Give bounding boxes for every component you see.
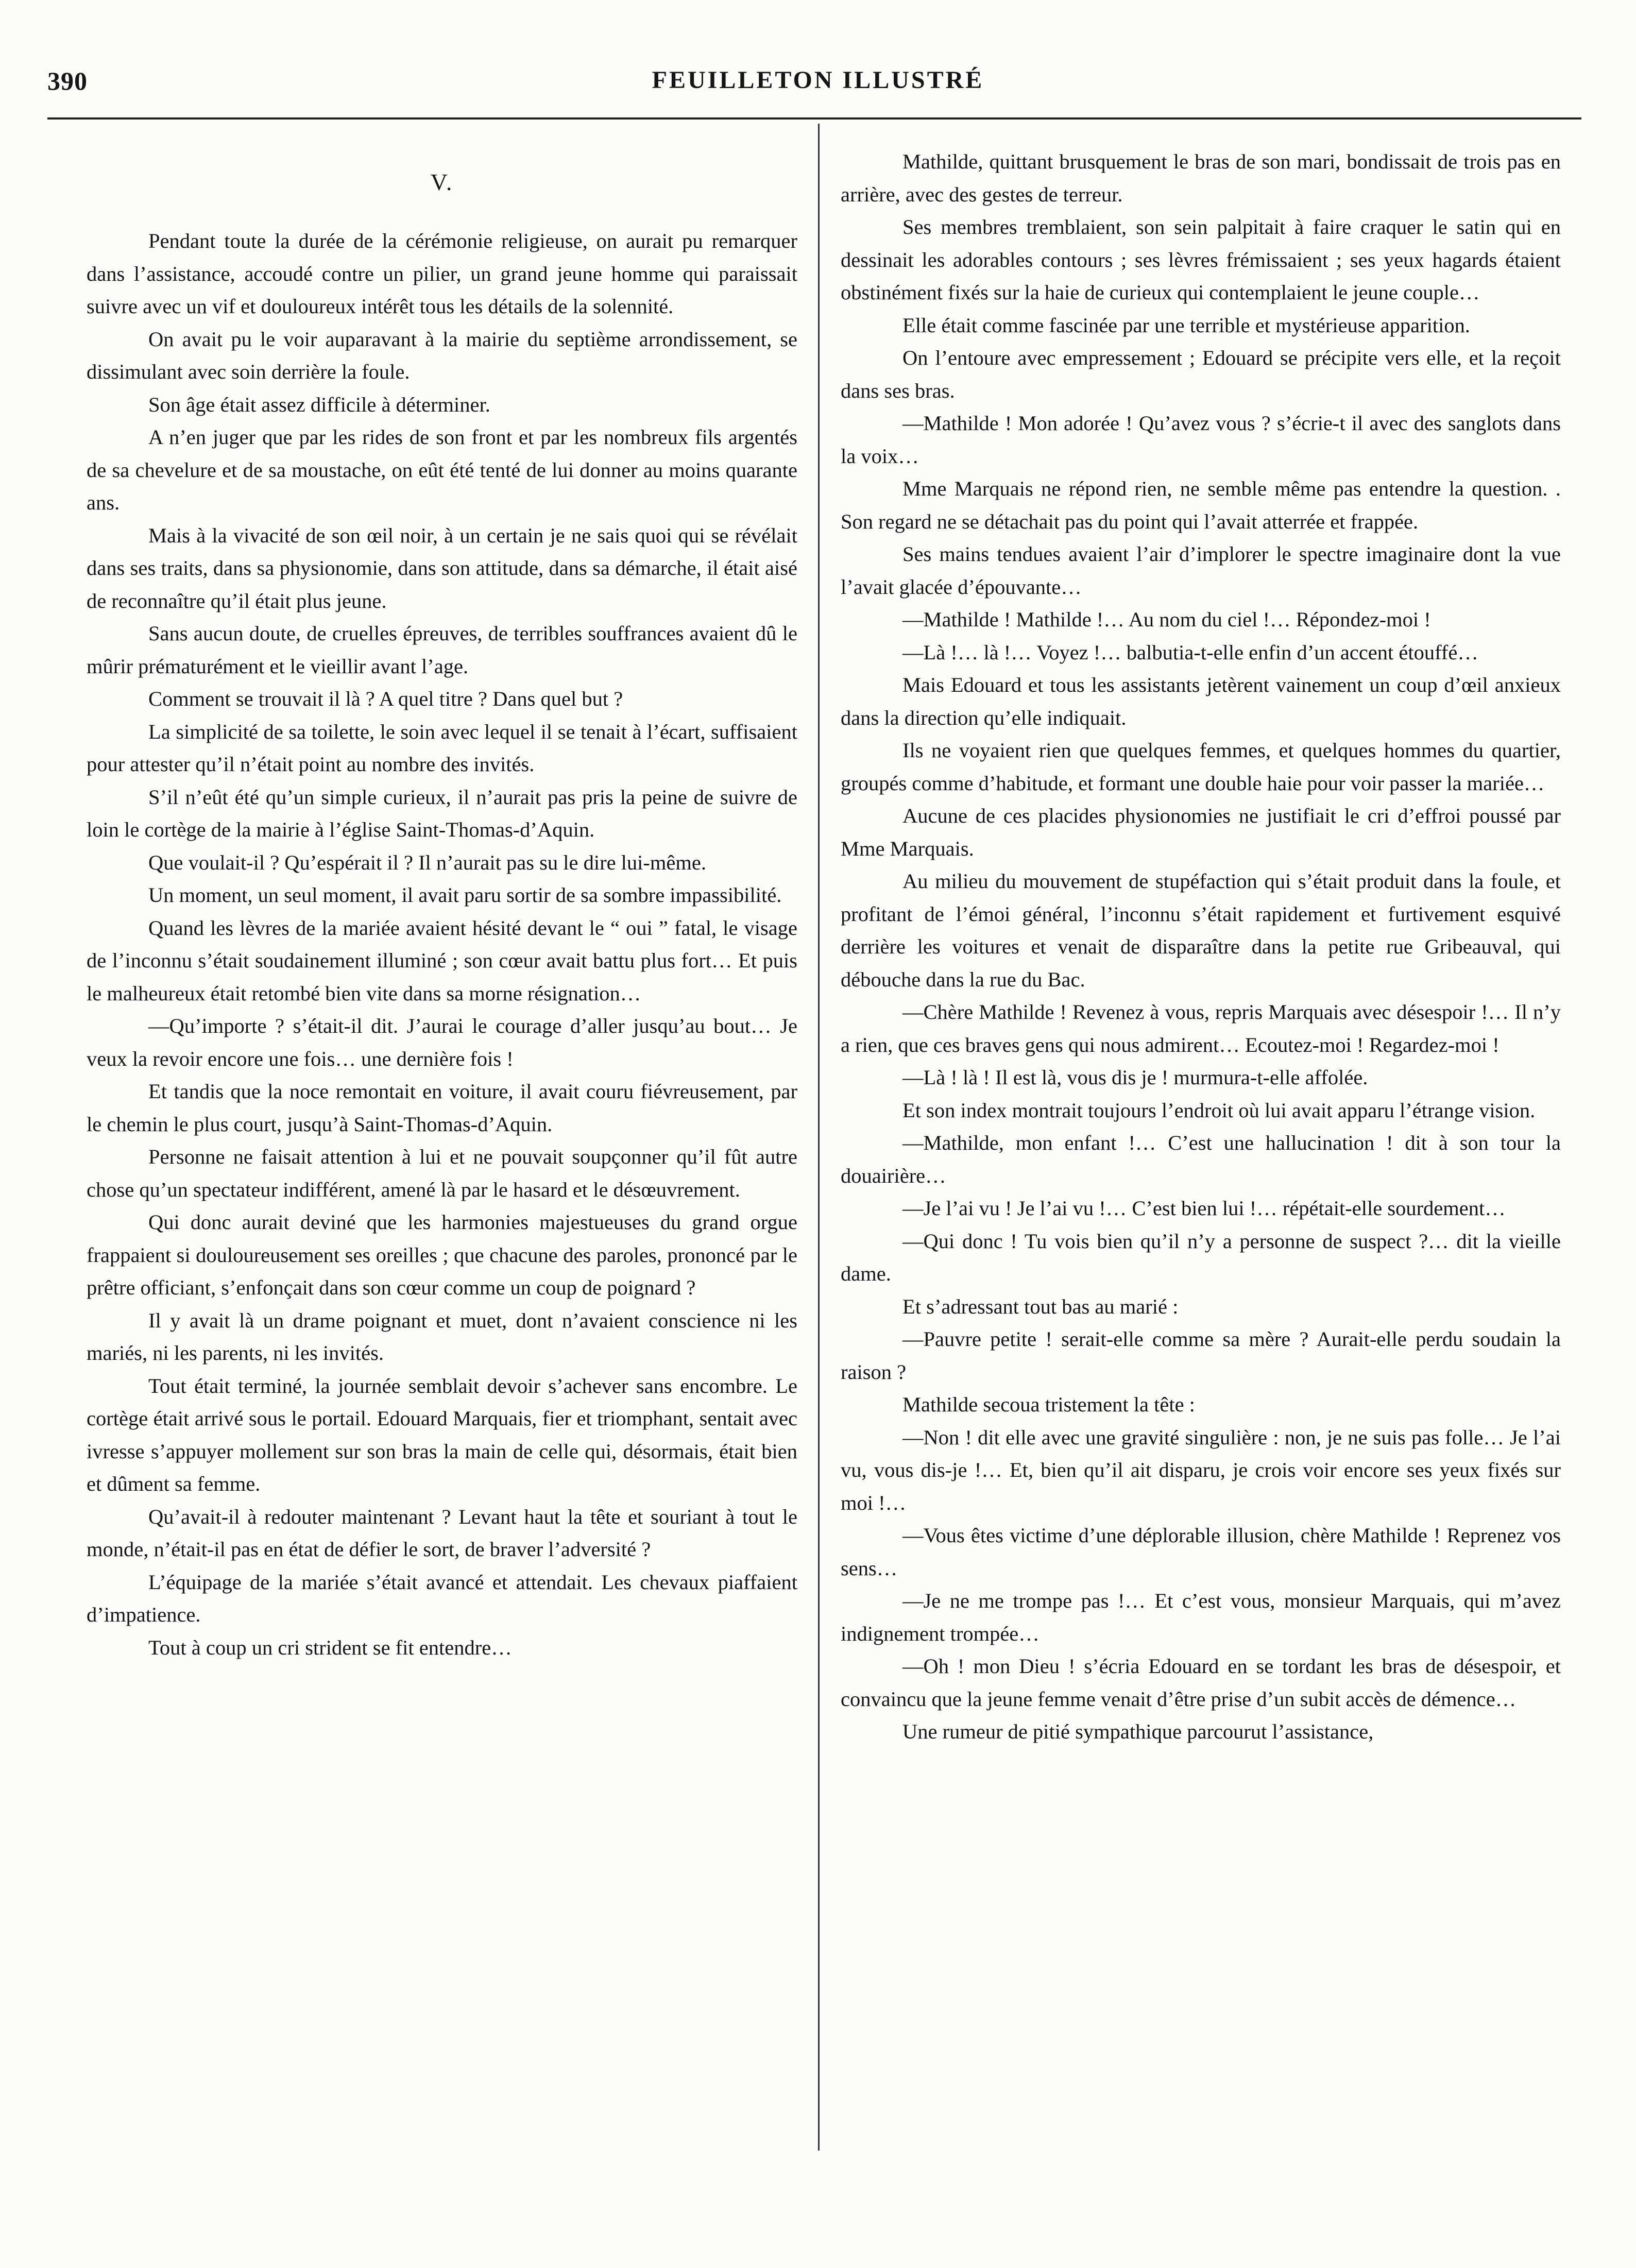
paragraph: Une rumeur de pitié sympathique parcourut l’assistance,: [902, 1720, 1374, 1743]
header-rule: [47, 117, 1581, 120]
page-number: 390: [47, 66, 88, 95]
paragraph: —Je ne me trompe pas !… Et c’est vous, monsieur Marquais, qui m’avez indignement trompée…: [841, 1589, 1561, 1645]
paragraph: Et s’adressant tout bas au marié :: [902, 1294, 1179, 1318]
paragraph: La simplicité de sa toilette, le soin avec lequel il se tenait à l’écart, suffisaient pour attester qu’il n’était point au nombre des invités.: [87, 720, 797, 776]
paragraph: Au milieu du mouvement de stupéfaction qui s’était produit dans la foule, et profitant de l’émoi général, l’inconnu s’était rapidement et furtivement esquivé derrière les voitures et venait de disparaître dans la petite rue Gribeauval, qui débouche dans la rue du Bac.: [841, 869, 1561, 991]
paragraph: Il y avait là un drame poignant et muet, dont n’avaient conscience ni les mariés, ni les parents, ni les invités.: [87, 1308, 797, 1365]
paragraph: —Mathilde, mon enfant !… C’est une hallucination ! dit à son tour la douairière…: [841, 1131, 1561, 1187]
paragraph: Pendant toute la durée de la cérémonie religieuse, on aurait pu remarquer dans l’assistance, accoudé contre un pilier, un grand jeune homme qui paraissait suivre avec un vif et douloureux intérêt tous les détails de la solennité.: [87, 229, 797, 318]
paragraph: Tout était terminé, la journée semblait devoir s’achever sans encombre. Le cortège était arrivé sous le portail. Edouard Marquais, fier et triomphant, sentait avec ivresse s’appuyer mollement sur son bras la main de celle qui, désormais, était bien et dûment sa femme.: [87, 1374, 797, 1495]
paragraph: Ses membres tremblaient, son sein palpitait à faire craquer le satin qui en dessinait les adorables contours ; ses lèvres frémissaient ; ses yeux hagards étaient obstinément fixés sur la haie de curieux qui contemplaient le jeune couple…: [841, 215, 1561, 304]
paragraph: Mme Marquais ne répond rien, ne semble même pas entendre la question. . Son regard ne se détachait pas du point qui l’avait atterrée et frappée.: [841, 477, 1561, 533]
paragraph: Mais Edouard et tous les assistants jetèrent vainement un coup d’œil anxieux dans la direction qu’elle indiquait.: [841, 673, 1561, 729]
paragraph: —Mathilde ! Mathilde !… Au nom du ciel !… Répondez-moi !: [902, 608, 1431, 631]
paragraph: On avait pu le voir auparavant à la mairie du septième arrondissement, se dissimulant avec soin derrière la foule.: [87, 327, 797, 383]
paragraph: —Mathilde ! Mon adorée ! Qu’avez vous ? s’écrie-t il avec des sanglots dans la voix…: [841, 412, 1561, 468]
paragraph: Et son index montrait toujours l’endroit où lui avait apparu l’étrange vision.: [902, 1098, 1536, 1122]
paragraph: Un moment, un seul moment, il avait paru sortir de sa sombre impassibilité.: [148, 883, 782, 907]
paragraph: Sans aucun doute, de cruelles épreuves, de terribles souffrances avaient dû le mûrir prématurément et le vieillir avant l’age.: [87, 622, 797, 678]
paragraph: Son âge était assez difficile à déterminer.: [148, 393, 490, 416]
paragraph: Qu’avait-il à redouter maintenant ? Levant haut la tête et souriant à tout le monde, n’était-il pas en état de défier le sort, de braver l’adversité ?: [87, 1505, 797, 1561]
paragraph: —Là ! là ! Il est là, vous dis je ! murmura-t-elle affolée.: [902, 1066, 1368, 1089]
paragraph: On l’entoure avec empressement ; Edouard se précipite vers elle, et la reçoit dans ses bras.: [841, 346, 1561, 402]
paragraph: —Là !… là !… Voyez !… balbutia-t-elle enfin d’un accent étouffé…: [902, 640, 1478, 664]
paragraph: —Non ! dit elle avec une gravité singulière : non, je ne suis pas folle… Je l’ai vu, vous dis-je !… Et, bien qu’il ait disparu, je crois voir encore ses yeux fixés sur moi !…: [841, 1425, 1561, 1514]
paragraph: —Qui donc ! Tu vois bien qu’il n’y a personne de suspect ?… dit la vieille dame.: [841, 1229, 1561, 1285]
chapter-heading: V.: [430, 169, 454, 195]
paragraph: S’il n’eût été qu’un simple curieux, il n’aurait pas pris la peine de suivre de loin le cortège de la mairie à l’église Saint-Thomas-d’Aquin.: [87, 785, 797, 841]
paragraph: —Vous êtes victime d’une déplorable illusion, chère Mathilde ! Reprenez vos sens…: [841, 1524, 1561, 1580]
paragraph: Ils ne voyaient rien que quelques femmes, et quelques hommes du quartier, groupés comme d’habitude, et formant une double haie pour voir passer la mariée…: [841, 739, 1561, 795]
paragraph: Et tandis que la noce remontait en voiture, il avait couru fiévreusement, par le chemin le plus court, jusqu’à Saint-Thomas-d’Aquin.: [87, 1080, 797, 1136]
running-head-title: FEUILLETON ILLUSTRÉ: [652, 66, 984, 94]
paragraph: Mathilde secoua tristement la tête :: [902, 1393, 1195, 1416]
paragraph: —Je l’ai vu ! Je l’ai vu !… C’est bien lui !… répétait-elle sourdement…: [902, 1197, 1506, 1220]
paragraph: Quand les lèvres de la mariée avaient hésité devant le “ oui ” fatal, le visage de l’inconnu s’était soudainement illuminé ; son cœur avait battu plus fort… Et puis le malheureux était retombé bien vite dans sa morne résignation…: [87, 916, 797, 1005]
paragraph: Mais à la vivacité de son œil noir, à un certain je ne sais quoi qui se révélait dans ses traits, dans sa physionomie, dans son attitude, dans sa démarche, il était aisé de reconnaître qu’il était plus jeune.: [87, 523, 797, 612]
column-divider: [818, 124, 820, 2151]
paragraph: Ses mains tendues avaient l’air d’implorer le spectre imaginaire dont la vue l’avait glacée d’épouvante…: [841, 542, 1561, 599]
paragraph: A n’en juger que par les rides de son front et par les nombreux fils argentés de sa chevelure et de sa moustache, on eût été tenté de lui donner au moins quarante ans.: [87, 425, 797, 514]
paragraph: —Chère Mathilde ! Revenez à vous, repris Marquais avec désespoir !… Il n’y a rien, que ces braves gens qui nous admirent… Ecoutez-moi ! Regardez-moi !: [841, 1000, 1561, 1056]
paragraph: Mathilde, quittant brusquement le bras de son mari, bondissait de trois pas en arrière, avec des gestes de terreur.: [841, 150, 1561, 206]
right-column: [841, 145, 1561, 1748]
paragraph: L’équipage de la mariée s’était avancé et attendait. Les chevaux piaffaient d’impatience.: [87, 1570, 797, 1626]
paragraph: Elle était comme fascinée par une terrible et mystérieuse apparition.: [902, 313, 1471, 337]
paragraph: Personne ne faisait attention à lui et ne pouvait soupçonner qu’il fût autre chose qu’un spectateur indifférent, amené là par le hasard et le désœuvrement.: [87, 1145, 797, 1201]
paragraph: Comment se trouvait il là ? A quel titre ? Dans quel but ?: [148, 687, 623, 710]
paragraph: —Pauvre petite ! serait-elle comme sa mère ? Aurait-elle perdu soudain la raison ?: [841, 1327, 1561, 1384]
paragraph: Aucune de ces placides physionomies ne justifiait le cri d’effroi poussé par Mme Marquais.: [841, 804, 1561, 860]
left-column: [87, 135, 797, 1664]
paragraph: —Qu’importe ? s’était-il dit. J’aurai le courage d’aller jusqu’au bout… Je veux la revoir encore une fois… une dernière fois !: [87, 1014, 797, 1070]
paragraph: Que voulait-il ? Qu’espérait il ? Il n’aurait pas su le dire lui-même.: [148, 850, 706, 874]
paragraph: —Oh ! mon Dieu ! s’écria Edouard en se tordant les bras de désespoir, et convaincu que la jeune femme venait d’être prise d’un subit accès de démence…: [841, 1655, 1561, 1711]
paragraph: Tout à coup un cri strident se fit entendre…: [148, 1635, 512, 1659]
paragraph: Qui donc aurait deviné que les harmonies majestueuses du grand orgue frappaient si douloureusement ses oreilles ; que chacune des paroles, prononcé par le prêtre officiant, s’enfonçait dans son cœur comme un coup de poignard ?: [87, 1210, 797, 1299]
